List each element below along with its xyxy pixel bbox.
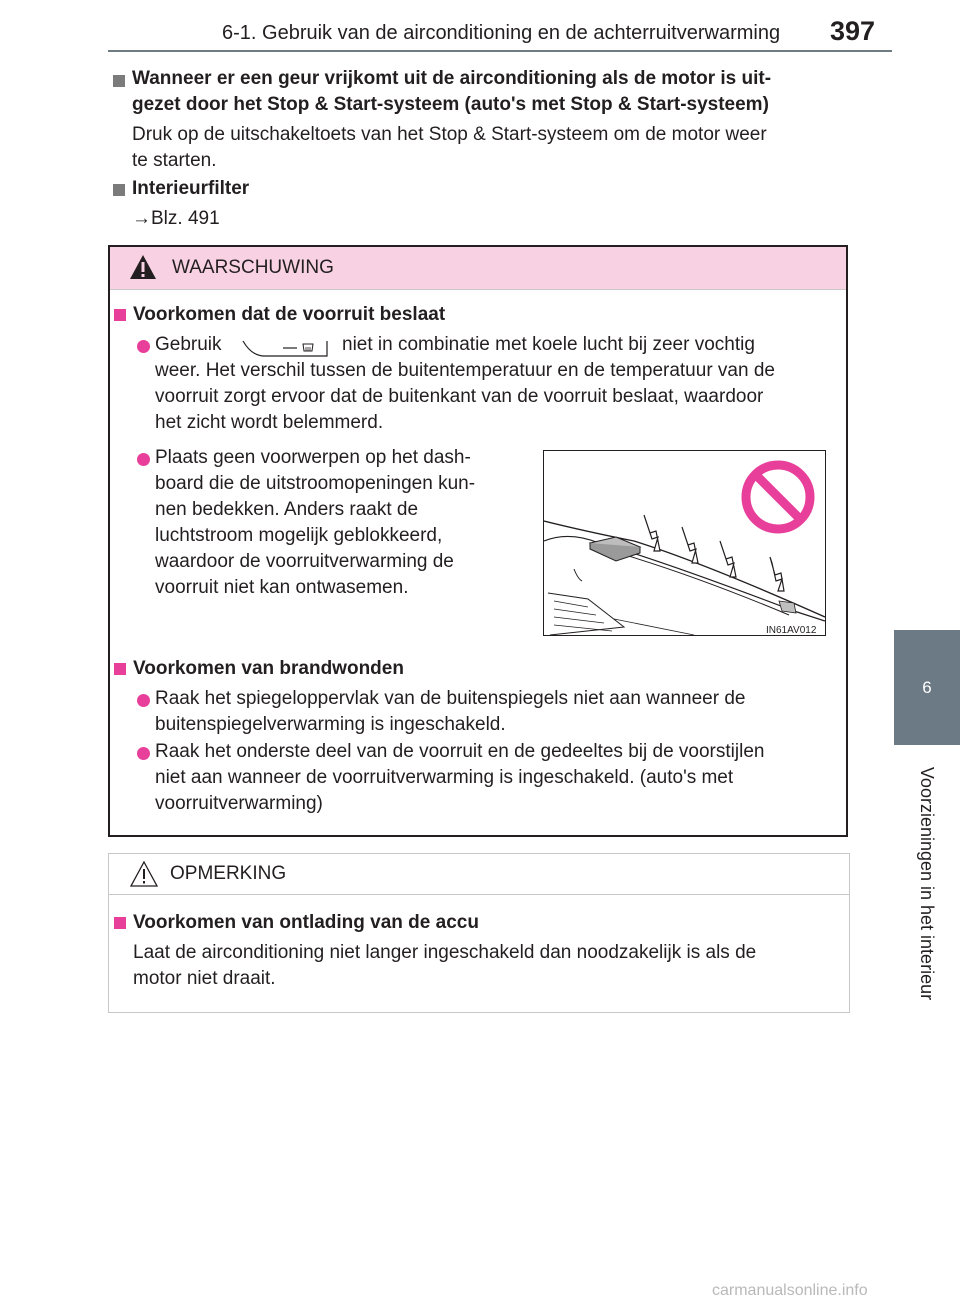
body-line: te starten. bbox=[132, 150, 217, 171]
bullet-icon bbox=[137, 747, 150, 760]
subsection-square-icon bbox=[114, 663, 126, 675]
page-reference[interactable] bbox=[132, 206, 220, 232]
bullet-icon bbox=[137, 453, 150, 466]
reference-text: Blz. 491 bbox=[151, 208, 220, 229]
header-divider bbox=[108, 50, 892, 52]
warning-header bbox=[110, 247, 846, 290]
heading-line: gezet door het Stop & Start-systeem (auto's met Stop & Start-systeem) bbox=[132, 94, 769, 115]
note-heading: Voorkomen van ontlading van de accu bbox=[133, 912, 479, 933]
dashboard-drawing bbox=[544, 451, 825, 635]
subsection-square-icon bbox=[114, 309, 126, 321]
bullet-icon bbox=[137, 340, 150, 353]
bullet-line: nen bedekken. Anders raakt de bbox=[155, 499, 419, 520]
bullet-line: waardoor de voorruitverwarming de bbox=[155, 551, 454, 572]
bullet-text-line: niet in combinatie met koele lucht bij zeer vochtig bbox=[342, 334, 755, 355]
heading-line: Wanneer er een geur vrijkomt uit de airconditioning als de motor is uit- bbox=[132, 68, 772, 89]
bullet-line: voorruit niet kan ontwasemen. bbox=[155, 577, 409, 598]
bullet-line: luchtstroom mogelijk geblokkeerd, bbox=[155, 525, 443, 546]
note-body bbox=[133, 940, 835, 992]
bullet-text bbox=[155, 686, 841, 738]
caution-triangle-icon bbox=[129, 860, 159, 888]
subsection-heading: Voorkomen van brandwonden bbox=[133, 658, 404, 679]
section-title: 6-1. Gebruik van de airconditioning en de achterruitverwarming bbox=[222, 22, 781, 44]
bullet-line: Raak het spiegeloppervlak van de buitenspiegels niet aan wanneer de bbox=[155, 688, 746, 709]
bullet-icon bbox=[137, 694, 150, 707]
chapter-tab bbox=[894, 630, 960, 745]
defroster-button-icon bbox=[241, 339, 329, 359]
bullet-line: weer. Het verschil tussen de buitentemperatuur en de temperatuur van de bbox=[155, 360, 775, 381]
warning-triangle-icon bbox=[128, 253, 158, 281]
bullet-line: niet aan wanneer de voorruitverwarming is ingeschakeld. (auto's met bbox=[155, 767, 734, 788]
chapter-number: 6 bbox=[922, 677, 932, 697]
subsection-square-icon bbox=[114, 917, 126, 929]
warning-label: WAARSCHUWING bbox=[172, 257, 334, 278]
dashboard-illustration bbox=[543, 450, 826, 636]
section-body bbox=[132, 122, 844, 174]
subsection-heading: Voorkomen dat de voorruit beslaat bbox=[133, 304, 446, 325]
note-label: OPMERKING bbox=[170, 863, 287, 884]
page-number: 397 bbox=[830, 16, 876, 46]
chapter-title: Voorzieningen in het interieur bbox=[917, 766, 938, 1000]
bullet-line: Plaats geen voorwerpen op het dash- bbox=[155, 447, 471, 468]
note-line: motor niet draait. bbox=[133, 968, 276, 989]
watermark: carmanualsonline.info bbox=[712, 1282, 868, 1299]
note-header bbox=[109, 854, 849, 895]
bullet-line: voorruitverwarming) bbox=[155, 793, 323, 814]
section-heading bbox=[132, 66, 840, 118]
bullet-line: buitenspiegelverwarming is ingeschakeld. bbox=[155, 714, 506, 735]
bullet-line: Raak het onderste deel van de voorruit en de gedeeltes bij de voorstijlen bbox=[155, 741, 765, 762]
bullet-line: het zicht wordt belemmerd. bbox=[155, 412, 384, 433]
section-heading: Interieurfilter bbox=[132, 178, 250, 199]
chapter-label-tab bbox=[894, 748, 960, 1018]
bullet-text bbox=[155, 445, 521, 601]
figure-code: IN61AV012 bbox=[766, 625, 817, 635]
bullet-text bbox=[155, 739, 841, 817]
section-square-icon bbox=[113, 184, 125, 196]
bullet-text-continued bbox=[155, 358, 841, 436]
bullet-text-start: Gebruik bbox=[155, 334, 222, 355]
arrow-right-icon: → bbox=[132, 208, 151, 229]
bullet-line: board die de uitstroomopeningen kun- bbox=[155, 473, 476, 494]
section-square-icon bbox=[113, 75, 125, 87]
prohibited-icon bbox=[746, 465, 810, 529]
note-line: Laat de airconditioning niet langer ingeschakeld dan noodzakelijk is als de bbox=[133, 942, 757, 963]
body-line: Druk op de uitschakeltoets van het Stop & Start-systeem om de motor weer bbox=[132, 124, 767, 145]
bullet-line: voorruit zorgt ervoor dat de buitenkant van de voorruit beslaat, waardoor bbox=[155, 386, 764, 407]
